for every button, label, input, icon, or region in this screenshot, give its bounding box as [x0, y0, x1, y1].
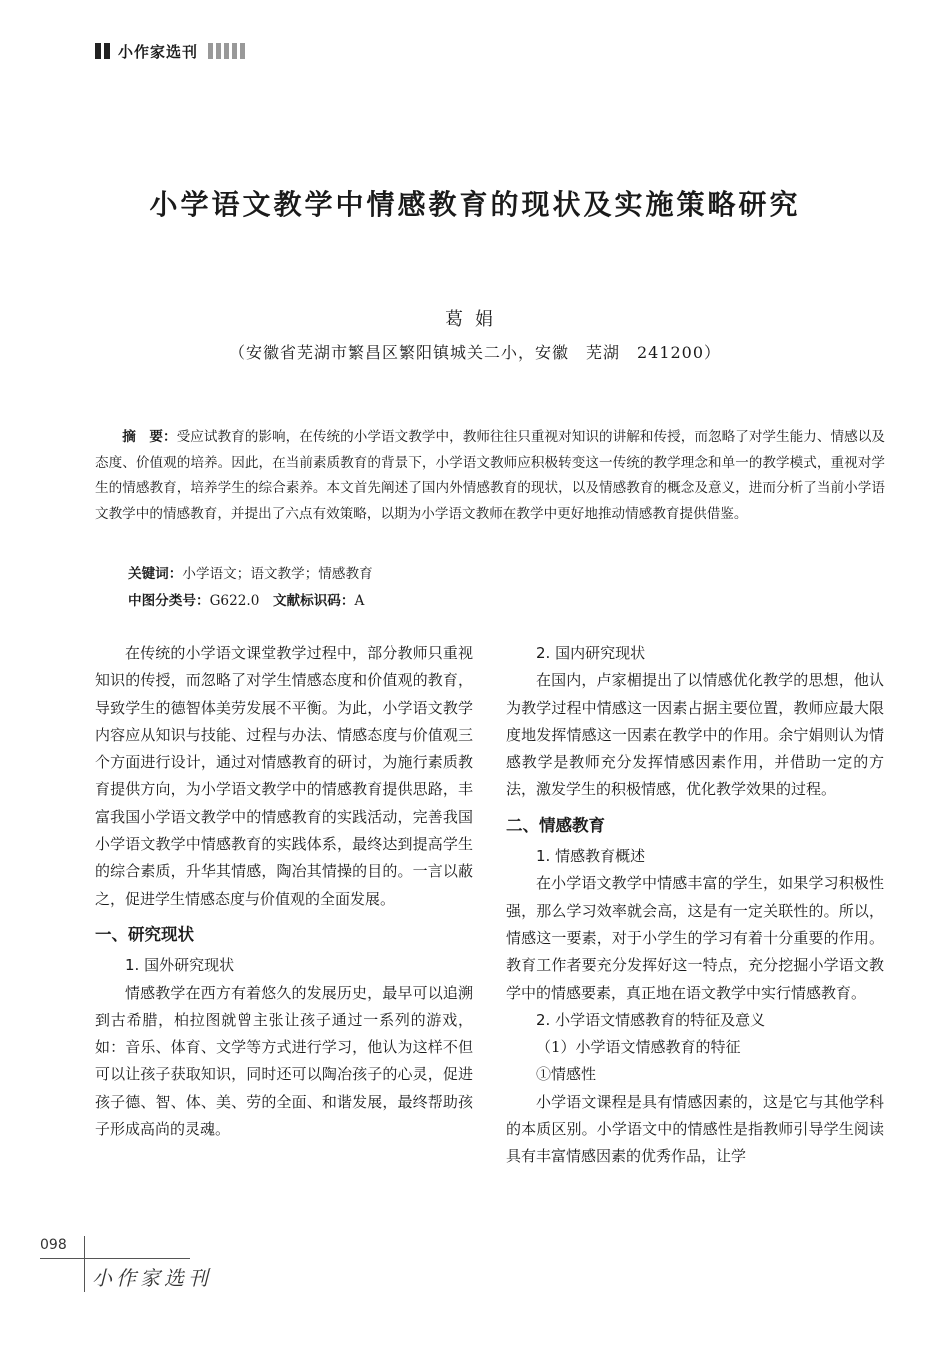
sub-subsection-heading: ①情感性 — [536, 1065, 597, 1084]
clc-label: 中图分类号： — [128, 593, 210, 609]
abstract-text: 受应试教育的影响，在传统的小学语文教学中，教师往往只重视对知识的讲解和传授，而忽略了对学生能力、情感以及态度、价值观的培养。因此，在当前素质教育的背景下，小学语文教师应积极转变这一传统的教学理念和单一的教学模式，重视对学生的情感教育，培养学生的综合素养。本文首先阐述了国内外情感教育的现状，以及情感教育的概念及意义，进而分析了当前小学语文教学中的情感教育，并提出了六点有效策略，以期为小学语文教师在教学中更好地推动情感教育提供借鉴。 — [95, 429, 886, 522]
intro-paragraph: 在传统的小学语文课堂教学过程中，部分教师只重视知识的传授，而忽略了对学生情感态度和价值观的教育，导致学生的德智体美劳发展不平衡。为此，小学语文教学内容应从知识与技能、过程与办法、情感态度与价值观三个方面进行设计，通过对情感教育的研讨，为施行素质教育提供方向，为小学语文教学中的情感教育提供思路，丰富我国小学语文教学中的情感教育的实践活动，完善我国小学语文教学中情感教育的实践体系，最终达到提高学生的综合素质，升华其情感，陶冶其情操的目的。一言以蔽之，促进学生情感态度与价值观的全面发展。 — [95, 644, 473, 908]
author: 葛娟 — [445, 309, 505, 330]
sub-subsection-heading: （1）小学语文情感教育的特征 — [536, 1038, 741, 1057]
subsection-heading: 1. 国外研究现状 — [125, 956, 235, 975]
section-heading: 二、情感教育 — [506, 815, 605, 835]
keywords — [128, 562, 373, 582]
paragraph: 小学语文课程是具有情感因素的，这是它与其他学科的本质区别。小学语文中的情感性是指教师引导学生阅读具有丰富情感因素的优秀作品，让学 — [506, 1092, 884, 1166]
doc-code-value: A — [354, 593, 365, 609]
abstract — [95, 425, 885, 527]
section-heading: 一、研究现状 — [95, 924, 194, 944]
classification — [128, 589, 364, 609]
footer-divider — [84, 1236, 85, 1292]
footer-divider — [40, 1258, 190, 1259]
left-column — [95, 640, 473, 1143]
subsection-heading: 1. 情感教育概述 — [536, 847, 646, 866]
header-bar-icon — [208, 43, 245, 59]
doc-code-label: 文献标识码： — [272, 593, 355, 609]
paragraph: 在小学语文教学中情感丰富的学生，如果学习积极性强，那么学习效率就会高，这是有一定关联性的。所以，情感这一要素，对于小学生的学习有着十分重要的作用。教育工作者要充分发挥好这一特点，充分挖掘小学语文教学中的情感要素，真正地在语文教学中实行情感教育。 — [506, 874, 884, 1002]
subsection-heading: 2. 国内研究现状 — [536, 644, 646, 662]
abstract-label: 摘 要： — [122, 429, 177, 445]
keywords-text: 小学语文；语文教学；情感教育 — [182, 566, 373, 582]
page-number: 098 — [40, 1237, 67, 1253]
journal-logo: 小作家选刊 — [92, 1266, 212, 1290]
keywords-label: 关键词： — [128, 566, 183, 582]
running-header — [95, 40, 245, 62]
paragraph: 在国内，卢家楣提出了以情感优化教学的思想，他认为教学过程中情感这一因素占据主要位置，教师应最大限度地发挥情感这一因素在教学中的作用。余宁娟则认为情感教学是教师充分发挥情感因素作用，并借助一定的方法，激发学生的积极情感，优化教学效果的过程。 — [506, 671, 884, 799]
journal-name: 小作家选刊 — [118, 42, 199, 61]
article-title: 小学语文教学中情感教育的现状及实施策略研究 — [149, 188, 801, 221]
paragraph: 情感教学在西方有着悠久的发展历史，最早可以追溯到古希腊，柏拉图就曾主张让孩子通过一系列的游戏，如：音乐、体育、文学等方式进行学习，他认为这样不但可以让孩子获取知识，同时还可以陶冶孩子的心灵，促进孩子德、智、体、美、劳的全面、和谐发展，最终帮助孩子形成高尚的灵魂。 — [95, 983, 473, 1139]
right-column — [506, 640, 884, 1171]
subsection-heading: 2. 小学语文情感教育的特征及意义 — [536, 1010, 766, 1029]
clc-value: G622.0 — [209, 593, 260, 609]
affiliation: （安徽省芜湖市繁昌区繁阳镇城关二小，安徽 芜湖 241200） — [228, 343, 722, 362]
header-bar-icon — [95, 43, 110, 59]
